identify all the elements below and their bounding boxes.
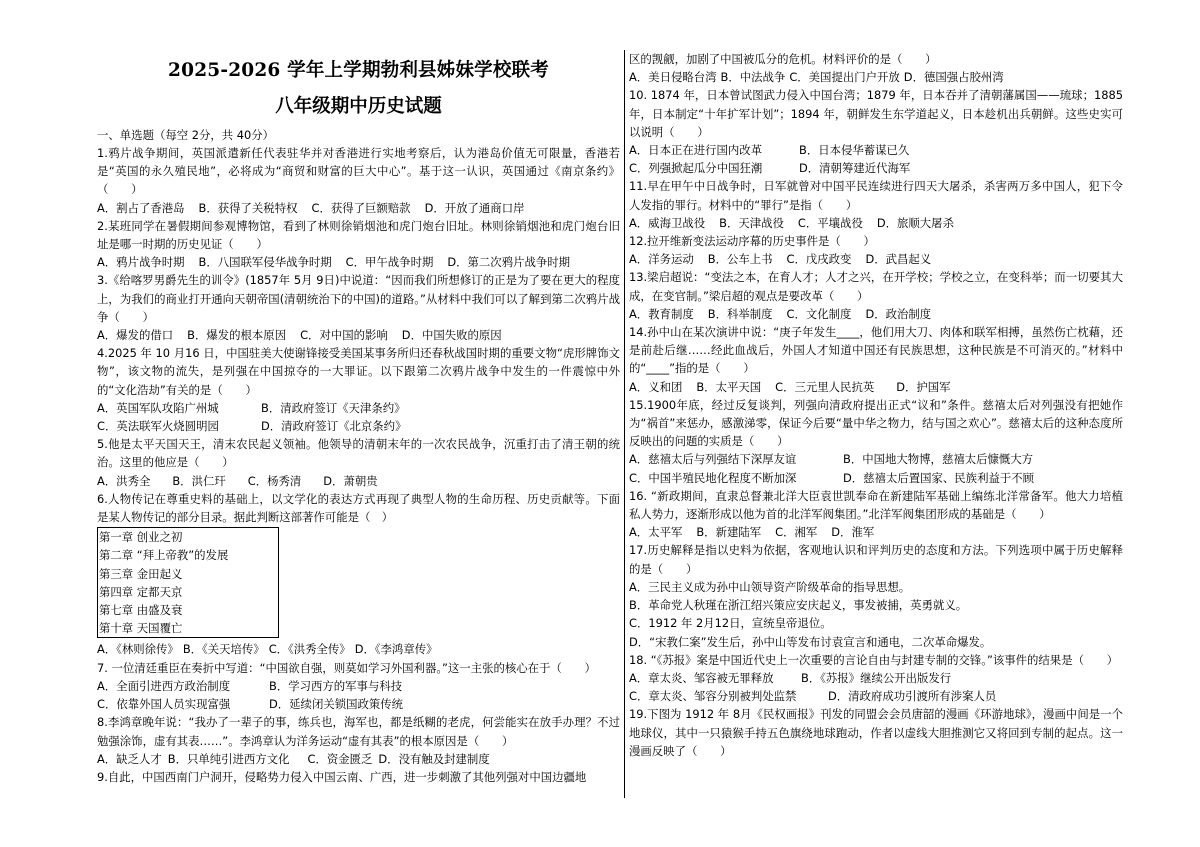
question-3: 3.《给喀罗男爵先生的训令》(1857年 5月 9日)中说道：“因而我们所想修订的正是为了要在更大的程度上，为我们的商业打开通向天朝帝国(清朝统治下的中国)的道路。”从材料中我们可以了解到第二次鸦片战争（ ） bbox=[97, 273, 620, 324]
option: D．开放了通商口岸 bbox=[424, 200, 525, 215]
option: B．公车上书 bbox=[707, 252, 773, 267]
question-17-option-d: D．“宋教仁案”发生后，孙中山等发布讨袁宣言和通电，二次革命爆发。 bbox=[629, 634, 992, 649]
option: B．太平天国 bbox=[696, 379, 762, 394]
option: A．全面引进西方政治制度 bbox=[97, 678, 231, 693]
left-column bbox=[97, 52, 620, 786]
question-14: 14.孙中山在某次演讲中说：“庚子年发生____，他们用大刀、肉体和联军相搏，虽然伤亡枕藉，还是前赴后继……经此血战后，外国人才知道中国还有民族思想，这种民族是不可消灭的。”材料中的“____”指的是（ ） bbox=[629, 325, 1123, 376]
option: D．武昌起义 bbox=[865, 252, 932, 267]
toc-item: 第七章 由盛及衰 bbox=[99, 603, 183, 618]
option: B．《关天培传》 bbox=[182, 642, 265, 657]
question-17-option-b: B．革命党人秋瑾在浙江绍兴策应安庆起义，事发被捕，英勇就义。 bbox=[629, 598, 968, 613]
option: D．政治制度 bbox=[865, 306, 932, 321]
question-12-options bbox=[629, 250, 1123, 268]
option: A．缺乏人才 bbox=[97, 751, 162, 766]
option: C．三元里人民抗英 bbox=[775, 379, 875, 394]
option: A．爆发的借口 bbox=[97, 328, 174, 343]
option: C．《洪秀全传》 bbox=[268, 642, 351, 657]
toc-item: 第十章 天国覆亡 bbox=[99, 621, 183, 636]
question-5-options bbox=[97, 472, 620, 490]
question-2: 2.某班同学在暑假期间参观博物馆，看到了林则徐销烟池和虎门炮台旧址。林则徐销烟池和虎门炮台旧址是哪一时期的历史见证（ ） bbox=[97, 218, 620, 252]
question-9-end: 区的觊觎，加剧了中国被瓜分的危机。材料评价的是（ ） bbox=[629, 52, 937, 66]
option: D．慈禧太后置国家、民族利益于不顾 bbox=[843, 470, 1035, 485]
question-12: 12.拉开维新变法运动序幕的历史事件是（ ） bbox=[629, 234, 875, 249]
option: A．洋务运动 bbox=[629, 252, 694, 267]
option: D．清政府成功引渡所有涉案人员 bbox=[828, 689, 997, 704]
question-2-options bbox=[97, 253, 620, 271]
option: C．甲午战争时期 bbox=[345, 255, 434, 270]
option: A．《林则徐传》 bbox=[97, 642, 179, 657]
option: D．淮军 bbox=[831, 525, 875, 540]
question-7: 7. 一位清廷重臣在奏折中写道：“中国欲自强，则莫如学习外国利器。”这一主张的核心在于（ ） bbox=[97, 660, 596, 675]
option: C．依靠外国人员实现富强 bbox=[97, 697, 231, 712]
exam-subtitle: 八年级期中历史试题 bbox=[275, 96, 442, 117]
option: A．日本正在进行国内改革 bbox=[629, 143, 763, 158]
question-3-options bbox=[97, 326, 620, 344]
question-8-options bbox=[97, 750, 620, 768]
option: A．教育制度 bbox=[629, 306, 694, 321]
option: C．对中国的影响 bbox=[300, 328, 388, 343]
question-4-options-b bbox=[97, 417, 620, 435]
column-divider bbox=[624, 50, 625, 798]
option: A．洪秀全 bbox=[97, 473, 151, 488]
option: C．美国提出门户开放 bbox=[789, 70, 900, 85]
question-10-options-b bbox=[629, 159, 1123, 177]
option: B．科举制度 bbox=[707, 306, 773, 321]
question-14-options bbox=[629, 378, 1123, 396]
option: D．护国军 bbox=[896, 379, 951, 394]
option: C．湘军 bbox=[775, 525, 818, 540]
question-16: 16. “新政期间，直隶总督兼北洋大臣袁世凯奉命在新建陆军基础上编练北洋常备军。他大力培植私人势力，逐渐形成以他为首的北洋军阀集团。”北洋军阀集团形成的基础是（ ） bbox=[629, 488, 1123, 522]
option: B．中法战争 bbox=[720, 70, 786, 85]
question-11: 11.早在甲午中日战争时，日军就曾对中国平民连续进行四天大屠杀，杀害两万多中国人，犯下令人发指的罪行。材料中的“罪行”是指（ ） bbox=[629, 179, 1123, 212]
question-18-options-a bbox=[629, 669, 1123, 687]
option: D．清朝筹建近代海军 bbox=[799, 161, 911, 176]
section-heading: 一、单选题（每空 2分，共 40分） bbox=[97, 128, 275, 142]
option: D．旅顺大屠杀 bbox=[876, 215, 954, 230]
question-15-options-a bbox=[629, 450, 1123, 468]
question-16-options bbox=[629, 523, 1123, 541]
right-column bbox=[629, 50, 1123, 760]
option: B．学习西方的军事与科技 bbox=[269, 678, 403, 693]
option: A．义和团 bbox=[629, 379, 683, 394]
option: D．清政府签订《北京条约》 bbox=[261, 419, 407, 434]
question-13: 13.梁启超说：“变法之本，在育人才；人才之兴，在开学校；学校之立，在变科举；而一切要其大成，在变官制。”梁启超的观点是要改革（ ） bbox=[629, 270, 1123, 303]
toc-item: 第二章 “拜上帝教”的发展 bbox=[99, 548, 229, 563]
option: D．没有触及封建制度 bbox=[378, 751, 490, 766]
option: B．新建陆军 bbox=[696, 525, 762, 540]
question-7-options-b bbox=[97, 695, 620, 713]
question-10: 10. 1874 年，日本曾试图武力侵入中国台湾；1879 年，日本吞并了清朝藩属国——琉球；1885 年，日本制定“十年扩军计划”；1894 年，朝鲜发生东学道起义，日本趁机出兵朝鲜。这些史实可以说明（ ） bbox=[629, 88, 1123, 139]
option: A．慈禧太后与列强结下深厚友谊 bbox=[629, 452, 797, 467]
question-5: 5.他是太平天国天王，清末农民起义领袖。他领导的清朝末年的一次农民战争，沉重打击了清王朝的统治。这里的他应是（ ） bbox=[97, 437, 620, 470]
option: C．杨秀清 bbox=[247, 473, 302, 488]
question-17-option-c: C．1912 年 2月12日，宣统皇帝退位。 bbox=[629, 616, 832, 631]
question-1-options bbox=[97, 199, 620, 217]
option: D．萧朝贵 bbox=[323, 473, 378, 488]
option: C．章太炎、邹容分别被判处监禁 bbox=[629, 689, 797, 704]
option: C．获得了巨额赔款 bbox=[311, 200, 411, 215]
option: B．清政府签订《天津条约》 bbox=[261, 400, 406, 415]
option: B．获得了关税特权 bbox=[198, 200, 298, 215]
question-15: 15.1900年底，经过反复谈判，列强向清政府提出正式“议和”条件。慈禧太后对列强没有把她作为“祸首”来惩办，感激涕零，保证今后要“量中华之物力，结与国之欢心”。慈禧太后的这种态度所反映出的问题的实质是（ ） bbox=[629, 397, 1123, 449]
option: B．日本侵华蓄谋已久 bbox=[799, 143, 910, 158]
question-10-options-a bbox=[629, 141, 1123, 159]
question-15-options-b bbox=[629, 469, 1123, 487]
question-4-options-a bbox=[97, 399, 620, 417]
option: A．鸦片战争时期 bbox=[97, 255, 185, 270]
option: C．列强掀起瓜分中国狂潮 bbox=[629, 161, 763, 176]
exam-title: 2025-2026 学年上学期勃利县姊妹学校联考 bbox=[168, 60, 549, 81]
toc-item: 第四章 定都天京 bbox=[99, 584, 183, 599]
option: A．威海卫战役 bbox=[629, 215, 706, 230]
option: D．《李鸿章传》 bbox=[354, 642, 438, 657]
option: D．德国强占胶州湾 bbox=[903, 70, 1004, 85]
table-of-contents-box bbox=[97, 527, 279, 638]
option: B．爆发的根本原因 bbox=[187, 328, 287, 343]
option: C．中国半殖民地化程度不断加深 bbox=[629, 470, 797, 485]
option: B．八国联军侵华战争时期 bbox=[198, 255, 332, 270]
option: C．戊戌政变 bbox=[786, 252, 852, 267]
option: C．英法联军火烧圆明园 bbox=[97, 419, 219, 434]
option: C．资金匮乏 bbox=[307, 751, 373, 766]
question-19: 19.下图为 1912 年 8月《民权画报》刊发的同盟会会员唐韶的漫画《环游地球》，漫画中间是一个地球仪，其中一只猿猴手持五色旗绕地球跑动，作者以虚线大胆推测它又将回到专制的起点。这一漫画反映了（ ） bbox=[629, 707, 1123, 758]
question-9-start: 9.自此，中国西南门户洞开，侵略势力侵入中国云南、广西，进一步刺激了其他列强对中国边疆地 bbox=[97, 769, 587, 784]
question-18: 18. “《苏报》案是中国近代史上一次重要的言论自由与封建专制的交锋。”该事件的结果是（ ） bbox=[629, 652, 1119, 667]
toc-item: 第一章 创业之初 bbox=[99, 530, 183, 545]
option: D．延续闭关锁国政策传统 bbox=[269, 697, 404, 712]
option: B．只单纯引进西方文化 bbox=[167, 751, 290, 766]
option: D．中国失败的原因 bbox=[401, 328, 502, 343]
option: B．中国地大物博，慈禧太后慷慨大方 bbox=[843, 452, 1034, 467]
question-1: 1.鸦片战争期间，英国派遣新任代表驻华并对香港进行实地考察后，认为港岛价值无可限量，香港若是“英国的永久殖民地”，必将成为“商贸和财富的巨大中心”。基于这一认识，英国通过《南京条约》（ ） bbox=[97, 146, 620, 197]
option: B．洪仁玕 bbox=[172, 473, 226, 488]
option: D．第二次鸦片战争时期 bbox=[447, 255, 571, 270]
option: A．美日侵略台湾 bbox=[629, 70, 717, 85]
question-11-options bbox=[629, 214, 1123, 232]
question-6: 6.人物传记在尊重史料的基础上，以文学化的表达方式再现了典型人物的生命历程、历史贡献等。下面是某人物传记的部分目录。据此判断这部著作可能是（ ） bbox=[97, 491, 620, 525]
question-8: 8.李鸿章晚年说：“我办了一辈子的事，练兵也，海军也，都是纸糊的老虎，何尝能实在放手办理？不过勉强涂饰，虚有其表……”。李鸿章认为洋务运动“虚有其表”的根本原因是（ ） bbox=[97, 715, 620, 748]
question-4: 4.2025 年 10 月16 日，中国驻美大使谢锋接受美国某事务所归还春秋战国时期的重要文物“虎形牌饰文物”，该文物的流失，是列强在中国掠夺的一大罪证。以下跟第二次鸦片战争中发生的一件震惊中外的“文化浩劫”有关的是（ ） bbox=[97, 346, 620, 397]
question-6-options bbox=[97, 640, 620, 658]
option: C．平壤战役 bbox=[797, 215, 863, 230]
toc-item: 第三章 金田起义 bbox=[99, 566, 183, 581]
question-17: 17.历史解释是指以史料为依据，客观地认识和评判历史的态度和方法。下列选项中属于历史解释的是（ ） bbox=[629, 543, 1123, 576]
option: A．割占了香港岛 bbox=[97, 200, 185, 215]
question-13-options bbox=[629, 305, 1123, 323]
option: A．英国军队攻陷广州城 bbox=[97, 400, 219, 415]
option: C．文化制度 bbox=[786, 306, 852, 321]
option: A．章太炎、邹容被无罪释放 bbox=[629, 670, 774, 685]
question-9-options bbox=[629, 68, 1123, 86]
option: B．《苏报》继续公开出版发行 bbox=[801, 670, 952, 685]
question-17-option-a: A．三民主义成为孙中山领导资产阶级革命的指导思想。 bbox=[629, 579, 911, 594]
question-7-options-a bbox=[97, 677, 620, 695]
question-18-options-b bbox=[629, 687, 1123, 705]
option: A．太平军 bbox=[629, 525, 683, 540]
option: B．天津战役 bbox=[719, 215, 784, 230]
